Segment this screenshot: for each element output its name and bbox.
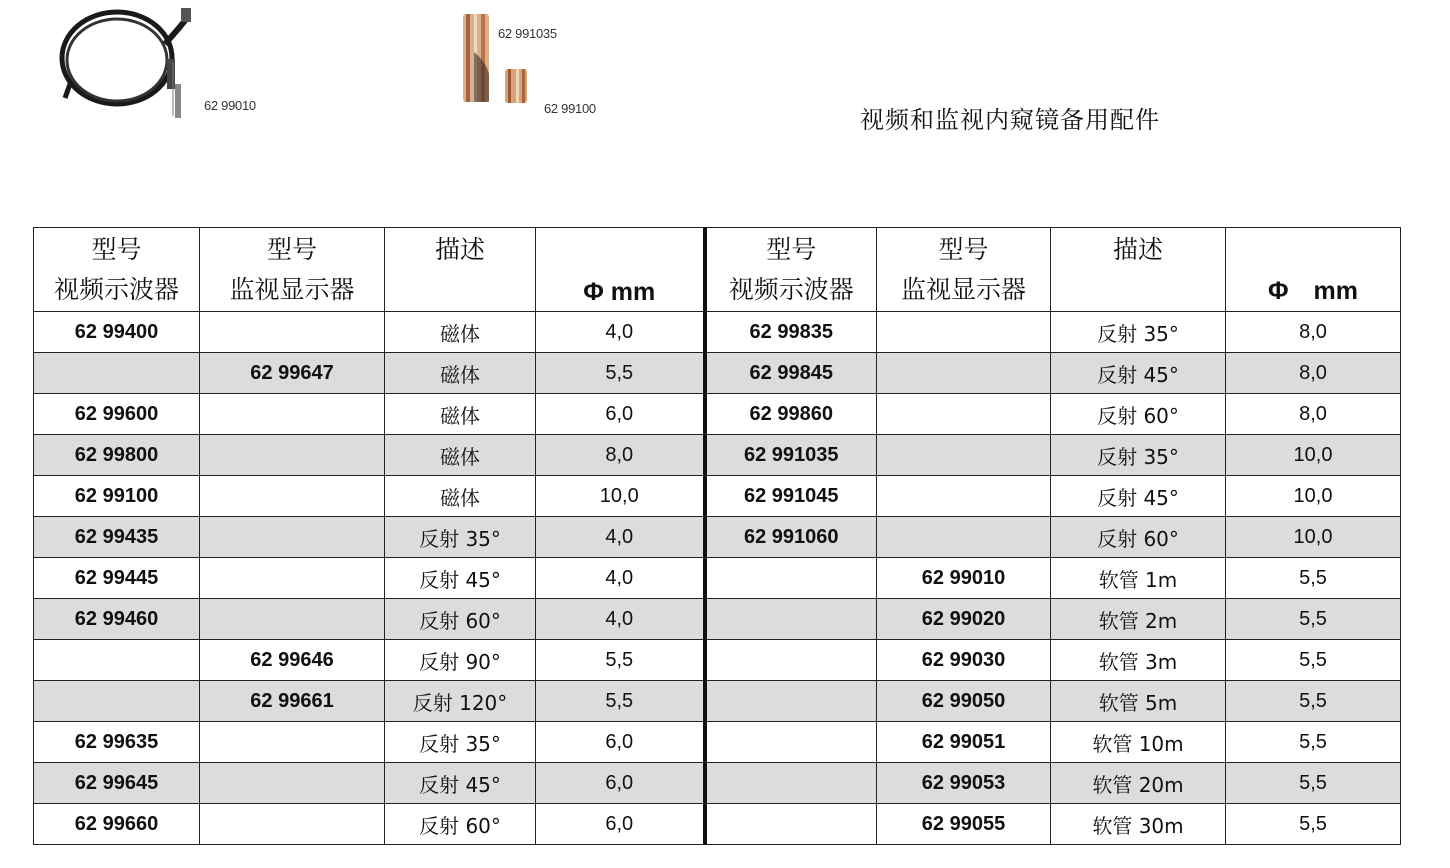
table-cell [200, 435, 385, 476]
table-cell: 5,5 [536, 640, 705, 681]
table-header-row [34, 228, 1401, 312]
table-cell: 反射 35° [1051, 435, 1226, 476]
table-cell: 反射 45° [1051, 353, 1226, 394]
table-row [34, 435, 1401, 476]
table-row [34, 517, 1401, 558]
table-cell: 4,0 [536, 599, 705, 640]
table-cell [34, 681, 200, 722]
column-header-line2: 视频示波器 [728, 275, 854, 304]
table-cell: 5,5 [536, 353, 705, 394]
probe-tip-part-number-2: 62 99100 [544, 101, 596, 116]
table-cell [200, 394, 385, 435]
parts-table [33, 227, 1401, 845]
column-header [200, 228, 385, 312]
table-cell: 反射 45° [385, 763, 536, 804]
table-cell: 6,0 [536, 763, 705, 804]
table-cell: 软管 1m [1051, 558, 1226, 599]
table-cell [705, 763, 877, 804]
table-cell: 62 99053 [877, 763, 1051, 804]
table-cell: 软管 5m [1051, 681, 1226, 722]
table-cell: 62 991035 [705, 435, 877, 476]
column-header-line1: 型号 [266, 235, 317, 264]
column-header-line1: 描述 [1112, 235, 1163, 264]
table-cell: 反射 60° [385, 804, 536, 845]
table-cell: 62 99647 [200, 353, 385, 394]
table-cell [705, 804, 877, 845]
table-cell: 磁体 [385, 476, 536, 517]
table-cell: 62 99646 [200, 640, 385, 681]
table-cell [877, 312, 1051, 353]
table-cell [200, 599, 385, 640]
table-cell: 10,0 [536, 476, 705, 517]
table-cell: 反射 60° [385, 599, 536, 640]
column-header [385, 228, 536, 312]
table-cell: 5,5 [1226, 804, 1401, 845]
column-header-line1: 型号 [938, 235, 989, 264]
table-row [34, 312, 1401, 353]
table-cell: 软管 10m [1051, 722, 1226, 763]
table-cell: 5,5 [1226, 763, 1401, 804]
table-cell: 4,0 [536, 517, 705, 558]
table-cell: 62 99400 [34, 312, 200, 353]
table-cell [200, 804, 385, 845]
table-cell [200, 558, 385, 599]
table-cell: 62 99661 [200, 681, 385, 722]
cable-part-number: 62 99010 [204, 98, 256, 113]
table-cell [34, 640, 200, 681]
column-header-line1: 型号 [91, 235, 142, 264]
table-cell: 反射 45° [385, 558, 536, 599]
table-cell: 5,5 [536, 681, 705, 722]
table-cell: 62 99845 [705, 353, 877, 394]
table-cell: 软管 3m [1051, 640, 1226, 681]
table-row [34, 804, 1401, 845]
table-cell: 软管 30m [1051, 804, 1226, 845]
table-cell: 磁体 [385, 394, 536, 435]
table-cell: 反射 60° [1051, 394, 1226, 435]
table-cell: 62 99835 [705, 312, 877, 353]
table-cell: 62 99660 [34, 804, 200, 845]
table-cell: 62 99100 [34, 476, 200, 517]
table-cell: 62 99800 [34, 435, 200, 476]
table-cell [705, 640, 877, 681]
table-cell [877, 517, 1051, 558]
table-cell [200, 722, 385, 763]
table-row [34, 722, 1401, 763]
table-cell: 反射 120° [385, 681, 536, 722]
column-header-line1: 型号 [766, 235, 817, 264]
table-cell: 5,5 [1226, 558, 1401, 599]
table-row [34, 763, 1401, 804]
table-cell: 5,5 [1226, 640, 1401, 681]
column-header [1226, 228, 1401, 312]
table-cell: 软管 2m [1051, 599, 1226, 640]
table-cell: 8,0 [1226, 353, 1401, 394]
table-cell: 8,0 [1226, 312, 1401, 353]
table-cell: 反射 45° [1051, 476, 1226, 517]
table-cell [705, 599, 877, 640]
table-cell [877, 353, 1051, 394]
table-cell: 62 99010 [877, 558, 1051, 599]
table-cell: 5,5 [1226, 722, 1401, 763]
table-row [34, 558, 1401, 599]
table-cell: 6,0 [536, 394, 705, 435]
table-cell: 62 99460 [34, 599, 200, 640]
table-cell [200, 763, 385, 804]
column-header [1051, 228, 1226, 312]
table-cell: 10,0 [1226, 476, 1401, 517]
table-cell: 62 99020 [877, 599, 1051, 640]
table-cell: 62 99055 [877, 804, 1051, 845]
table-cell: 软管 20m [1051, 763, 1226, 804]
column-header-line2: Φ mm [583, 278, 656, 306]
table-row [34, 681, 1401, 722]
cable-photo-icon [55, 4, 205, 124]
table-cell: 62 99635 [34, 722, 200, 763]
table-cell: 4,0 [536, 312, 705, 353]
table-cell [877, 394, 1051, 435]
table-cell: 62 991045 [705, 476, 877, 517]
table-row [34, 599, 1401, 640]
table-cell: 8,0 [1226, 394, 1401, 435]
table-cell [705, 722, 877, 763]
column-header [34, 228, 200, 312]
column-header-line1: 描述 [434, 235, 485, 264]
table-cell: 磁体 [385, 312, 536, 353]
table-cell: 62 99645 [34, 763, 200, 804]
table-cell: 62 99435 [34, 517, 200, 558]
probe-tip-part-number-1: 62 991035 [498, 26, 557, 41]
column-header-line2: 视频示波器 [53, 275, 179, 304]
table-cell: 62 991060 [705, 517, 877, 558]
table-cell: 62 99050 [877, 681, 1051, 722]
table-cell [200, 476, 385, 517]
table-cell: 8,0 [536, 435, 705, 476]
table-row [34, 476, 1401, 517]
table-cell: 反射 35° [1051, 312, 1226, 353]
table-cell: 6,0 [536, 804, 705, 845]
page-title: 视频和监视内窥镜备用配件 [860, 106, 1160, 134]
table-cell: 反射 90° [385, 640, 536, 681]
column-header-line2: Φ mm [1268, 277, 1358, 305]
table-cell: 4,0 [536, 558, 705, 599]
table-cell: 5,5 [1226, 681, 1401, 722]
table-cell [877, 435, 1051, 476]
table-cell [705, 558, 877, 599]
table-cell [200, 312, 385, 353]
table-cell: 62 99051 [877, 722, 1051, 763]
column-header [877, 228, 1051, 312]
table-row [34, 640, 1401, 681]
table-cell: 磁体 [385, 435, 536, 476]
table-cell [877, 476, 1051, 517]
table-cell: 62 99860 [705, 394, 877, 435]
column-header [705, 228, 877, 312]
table-row [34, 394, 1401, 435]
table-row [34, 353, 1401, 394]
table-cell: 62 99030 [877, 640, 1051, 681]
table-cell [34, 353, 200, 394]
column-header-line2: 监视显示器 [229, 275, 355, 304]
table-cell: 反射 35° [385, 722, 536, 763]
column-header [536, 228, 705, 312]
column-header-line2: 监视显示器 [900, 275, 1026, 304]
table-cell: 6,0 [536, 722, 705, 763]
table-cell: 10,0 [1226, 517, 1401, 558]
table-cell: 5,5 [1226, 599, 1401, 640]
table-cell [200, 517, 385, 558]
table-cell: 反射 35° [385, 517, 536, 558]
table-cell: 磁体 [385, 353, 536, 394]
table-cell: 62 99600 [34, 394, 200, 435]
table-cell: 10,0 [1226, 435, 1401, 476]
table-cell [705, 681, 877, 722]
table-cell: 反射 60° [1051, 517, 1226, 558]
table-cell: 62 99445 [34, 558, 200, 599]
